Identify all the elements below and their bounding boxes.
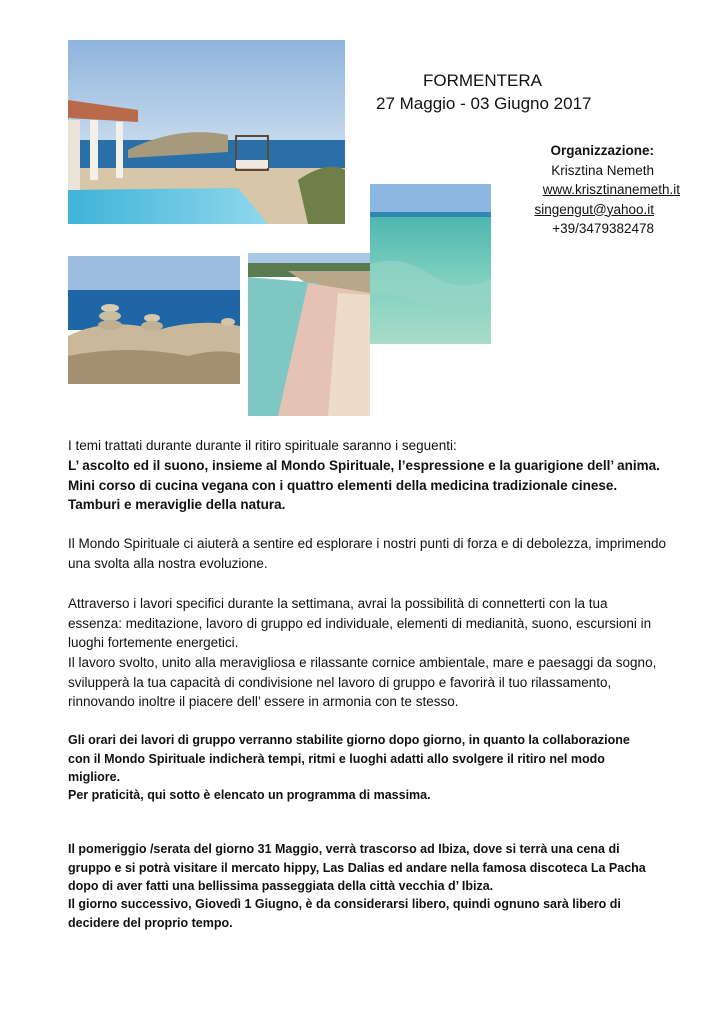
organization-label: Organizzazione:	[550, 143, 654, 158]
email-link[interactable]: singengut@yahoo.it	[534, 201, 654, 217]
event-dates: 27 Maggio - 03 Giugno 2017	[376, 94, 592, 113]
spiritual-text: Il Mondo Spirituale ci aiuterà a sentire ed esplorare i nostri punti di forza e di debolezza, imprimendo una svolta alla nostra evoluzione.	[68, 536, 667, 571]
intro-text: I temi trattati durante durante il ritiro spirituale saranno i seguenti:	[68, 438, 457, 453]
ibiza-text: Il pomeriggio /serata del giorno 31 Maggio, verrà trascorso ad Ibiza, dove si terrà una cena di gruppo e si potrà visitare il mercato hippy, Las Dalias ed andare nella famosa discoteca La Pacha dopo di aver fatti una bellissima passeggiata della città vecchia d’ Ibiza.	[68, 842, 646, 893]
villa-pool-photo	[68, 40, 345, 224]
stone-cairns-photo	[68, 256, 240, 384]
phone-number: +39/3479382478	[552, 221, 654, 236]
setting-text: Il lavoro svolto, unito alla meravigliosa e rilassante cornice ambientale, mare e paesaggi da sogno, svilupperà la tua capacità di condivisione nel lavoro di gruppo e favorirà il tuo rilassamento, rinnovando inoltre il piacere dell’ essere in armonia con te stesso.	[68, 655, 657, 709]
pink-beach-photo	[248, 253, 370, 416]
themes-text: L’ ascolto ed il suono, insieme al Mondo Spirituale, l’espressione e la guarigione dell’ anima. Mini corso di cucina vegana con i quattro elementi della medicina tradizionale cinese. Tamburi e meraviglie della natura.	[68, 458, 660, 512]
organization-block	[480, 141, 680, 239]
program-note: Per praticità, qui sotto è elencato un programma di massima.	[68, 788, 431, 802]
activities-text: Attraverso i lavori specifici durante la settimana, avrai la possibilità di connetterti con la tua essenza: meditazione, lavoro di gruppo ed individuale, elementi di medianità, suono, escursioni in luoghi fortemente energetici.	[68, 596, 652, 650]
turquoise-sea-photo	[370, 184, 491, 344]
schedule-note: Gli orari dei lavori di gruppo verranno stabilite giorno dopo giorno, in quanto la collaborazione con il Mondo Spirituale indicherà tempi, ritmi e luoghi adatti allo svolgere il ritiro nel modo migliore.	[68, 733, 630, 784]
website-link[interactable]: www.krisztinanemeth.it	[542, 182, 680, 197]
event-header	[370, 70, 670, 116]
organizer-name: Krisztina Nemeth	[551, 162, 654, 178]
event-title: FORMENTERA	[423, 71, 542, 90]
free-day-text: Il giorno successivo, Giovedì 1 Giugno, è da considerarsi libero, quindi ognuno sarà libero di decidere del proprio tempo.	[68, 897, 621, 930]
